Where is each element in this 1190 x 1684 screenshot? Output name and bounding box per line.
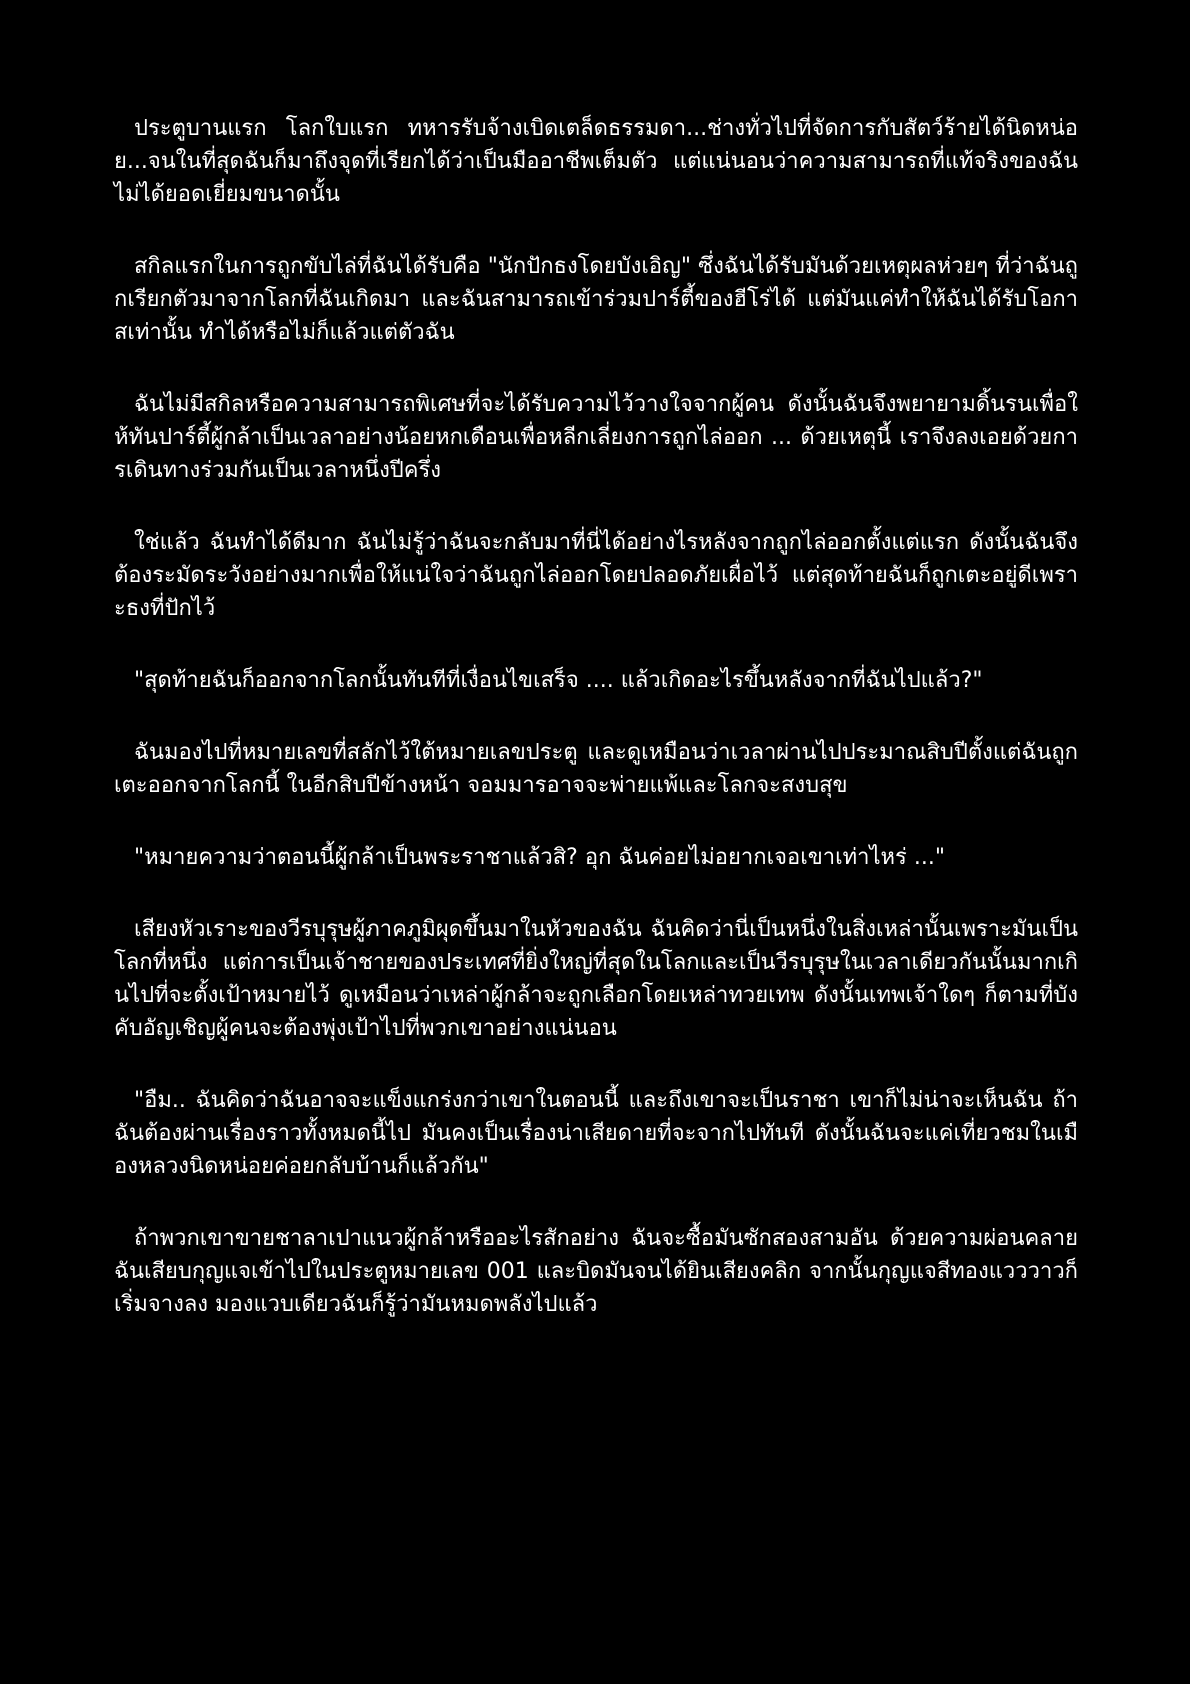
dialogue-paragraph: "อืม.. ฉันคิดว่าฉันอาจจะแข็งแกร่งกว่าเขาในตอนนี้ และถึงเขาจะเป็นราชา เขาก็ไม่น่าจะเห็นฉัน ถ้าฉันต้องผ่านเรื่องราวทั้งหมดนี้ไป มันคงเป็นเรื่องน่าเสียดายที่จะจากไปทันที ดังนั้นฉันจะแค่เที่ยวชมในเมืองหลวงนิดหน่อยค่อยกลับบ้านก็แล้วกัน" [114, 1088, 1078, 1179]
paragraph: ถ้าพวกเขาขายชาลาเปาแนวผู้กล้าหรืออะไรสักอย่าง ฉันจะซื้อมันซักสองสามอัน ด้วยความผ่อนคลาย ฉันเสียบกุญแจเข้าไปในประตูหมายเลข 001 และบิดมันจนได้ยินเสียงคลิก จากนั้นกุญแจสีทองแวววาวก็เริ่มจางลง มองแวบเดียวฉันก็รู้ว่ามันหมดพลังไปแล้ว [114, 1226, 1078, 1317]
dialogue-paragraph: "หมายความว่าตอนนี้ผู้กล้าเป็นพระราชาแล้วสิ? อุก ฉันค่อยไม่อยากเจอเขาเท่าไหร่ ..." [134, 845, 945, 870]
paragraph: ประตูบานแรก โลกใบแรก ทหารรับจ้างเบิดเตล็ดธรรมดา...ช่างทั่วไปที่จัดการกับสัตว์ร้ายได้นิดหน่อย...จนในที่สุดฉันก็มาถึงจุดที่เรียกได้ว่าเป็นมืออาชีพเต็มตัว แต่แน่นอนว่าความสามารถที่แท้จริงของฉันไม่ได้ยอดเยี่ยมขนาดนั้น [114, 116, 1078, 207]
paragraph: เสียงหัวเราะของวีรบุรุษผู้ภาคภูมิผุดขึ้นมาในหัวของฉัน ฉันคิดว่านี่เป็นหนึ่งในสิ่งเหล่านั้นเพราะมันเป็นโลกที่หนึ่ง แต่การเป็นเจ้าชายของประเทศที่ยิ่งใหญ่ที่สุดในโลกและเป็นวีรบุรุษในเวลาเดียวกันนั้นมากเกินไปที่จะตั้งเป้าหมายไว้ ดูเหมือนว่าเหล่าผู้กล้าจะถูกเลือกโดยเหล่าทวยเทพ ดังนั้นเทพเจ้าใดๆ ก็ตามที่บังคับอัญเชิญผู้คนจะต้องพุ่งเป้าไปที่พวกเขาอย่างแน่นอน [114, 917, 1078, 1041]
paragraph: ฉันมองไปที่หมายเลขที่สลักไว้ใต้หมายเลขประตู และดูเหมือนว่าเวลาผ่านไปประมาณสิบปีตั้งแต่ฉันถูกเตะออกจากโลกนี้ ในอีกสิบปีข้างหน้า จอมมารอาจจะพ่ายแพ้และโลกจะสงบสุข [114, 740, 1078, 798]
dialogue-paragraph: "สุดท้ายฉันก็ออกจากโลกนั้นทันทีที่เงื่อนไขเสร็จ .... แล้วเกิดอะไรขึ้นหลังจากที่ฉันไปแล้ว?" [134, 668, 983, 693]
paragraph: สกิลแรกในการถูกขับไล่ที่ฉันได้รับคือ "นักปักธงโดยบังเอิญ" ซึ่งฉันได้รับมันด้วยเหตุผลห่วยๆ ที่ว่าฉันถูกเรียกตัวมาจากโลกที่ฉันเกิดมา และฉันสามารถเข้าร่วมปาร์ตี้ของฮีโร่ได้ แต่มันแค่ทำให้ฉันได้รับโอกาสเท่านั้น ทำได้หรือไม่ก็แล้วแต่ตัวฉัน [114, 254, 1078, 345]
paragraph: ใช่แล้ว ฉันทำได้ดีมาก ฉันไม่รู้ว่าฉันจะกลับมาที่นี่ได้อย่างไรหลังจากถูกไล่ออกตั้งแต่แรก ดังนั้นฉันจึงต้องระมัดระวังอย่างมากเพื่อให้แน่ใจว่าฉันถูกไล่ออกโดยปลอดภัยเผื่อไว้ แต่สุดท้ายฉันก็ถูกเตะอยู่ดีเพราะธงที่ปักไว้ [114, 530, 1078, 621]
document-body [114, 112, 1078, 1360]
paragraph: ฉันไม่มีสกิลหรือความสามารถพิเศษที่จะได้รับความไว้วางใจจากผู้คน ดังนั้นฉันจึงพยายามดิ้นรนเพื่อให้ทันปาร์ตี้ผู้กล้าเป็นเวลาอย่างน้อยหกเดือนเพื่อหลีกเลี่ยงการถูกไล่ออก ... ด้วยเหตุนี้ เราจึงลงเอยด้วยการเดินทางร่วมกันเป็นเวลาหนึ่งปีครึ่ง [114, 392, 1078, 483]
